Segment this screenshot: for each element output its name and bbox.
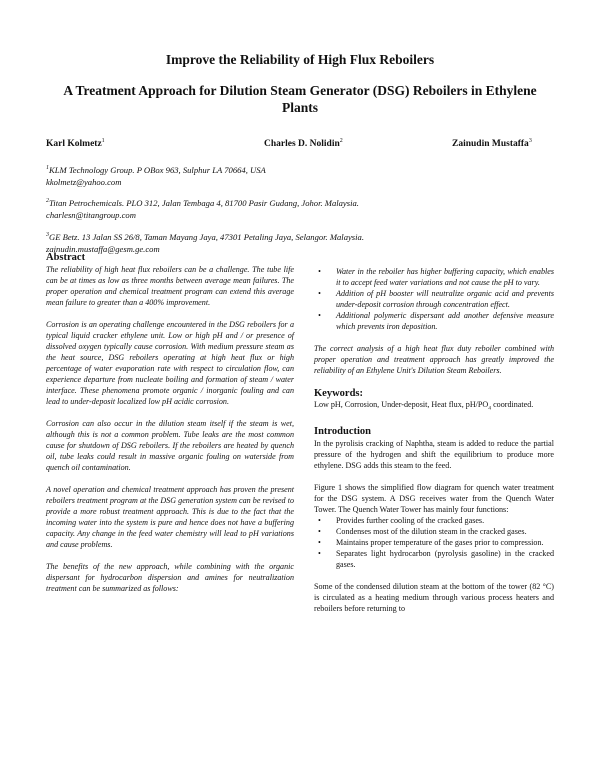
paper-subtitle: A Treatment Approach for Dilution Steam Generator (DSG) Reboilers in Ethylene Plants	[63, 83, 537, 115]
introduction-paragraph: Figure 1 shows the simplified flow diagram for quench water treatment for the DSG system. A DSG receives water from the Quench Water Tower. The Quench Water Tower has mainly four functions:	[314, 482, 554, 514]
bullet-icon: •	[318, 311, 321, 320]
abstract-paragraph: Corrosion can also occur in the dilution steam itself if the steam is wet, although this is not a common problem. Tube leaks are the most common cause for shutdown of DSG reboilers. If the reboilers are heated by quench oil, tube leaks could result in massive organic fouling on waterside from quench oil contamination.	[46, 419, 294, 472]
conclusion-paragraph: The correct analysis of a high heat flux duty reboiler combined with proper operation and treatment approach has greatly improved the reliability of an Ethylene Unit's Dilution Steam Reboilers.	[314, 344, 554, 375]
bullet-icon: •	[318, 289, 321, 298]
list-item: • Additional polymeric dispersant add another defensive measure which prevents iron deposition.	[318, 311, 554, 331]
bullet-icon: •	[318, 537, 321, 547]
abstract-heading: Abstract	[46, 252, 86, 263]
affiliation-2: $^2$Titan Petrochemicals. PLO 312, Jalan Tembaga 4, 81700 Pasir Gudang, Johor. Malaysia. charlesn@titangroup.com	[46, 197, 359, 220]
keywords-heading: Keywords:	[314, 388, 363, 399]
affiliation-3-email: zainudin.mustaffa@gesm.ge.com	[46, 243, 160, 254]
abstract-paragraph: Corrosion is an operating challenge encountered in the DSG reboilers for a typical liquid cracker ethylene unit. Low or high pH and / or presence of dissolved oxygen typically cause corrosion. With medium pressure steam as the heat source, DSG reboilers operating at high heat flux or high percentage of water evaporation rate with respect to circulation flow, can experience departure from nucleate boiling and formation of steam / water interface. These phenomena promote organic / inorganic fouling and can lead to under-deposit localized low pH acidic corrosion.	[46, 320, 294, 406]
benefits-list	[314, 266, 554, 332]
functions-list	[314, 515, 554, 570]
affiliation-1: $^1$KLM Technology Group. P OBox 963, Sulphur LA 70664, USA kkolmetz@yahoo.com	[46, 164, 266, 187]
introduction-heading: Introduction	[314, 425, 371, 437]
introduction-paragraph: Some of the condensed dilution steam at the bottom of the tower (82 °C) is circulated as a heating medium through various process heaters and reboilers before returning to	[314, 581, 554, 613]
bullet-icon: •	[318, 526, 321, 536]
bullet-icon: •	[318, 515, 321, 525]
list-item: • Water in the reboiler has higher buffering capacity, which enables it to accept feed water variations and not cause the pH to vary.	[318, 267, 554, 287]
author-3: Zainudin Mustaffa$^3$	[452, 138, 532, 150]
affiliation-3: $^3$GE Betz. 13 Jalan SS 26/8, Taman Mayang Jaya, 47301 Petaling Jaya, Selangor. Malaysia. zainudin.mustaffa@gesm.ge.com	[46, 231, 364, 254]
keywords-text: Low pH, Corrosion, Under-deposit, Heat flux, $pH/PO_4$ coordinated.	[314, 400, 534, 412]
list-item: • Provides further cooling of the cracked gases.	[318, 515, 485, 525]
abstract-paragraph: A novel operation and chemical treatment approach has proven the present reboilers treatment program at the DSG generation system can be revised to provide a more robust treatment approach. This is due to the fact that the incoming water into the system is pure and hence does not have a buffering capacity. Any change in the feed water chemistry will lead to pH variations and cause problems.	[46, 485, 294, 549]
introduction-paragraph: In the pyrolisis cracking of Naphtha, steam is added to reduce the partial pressure of the hydrogen and shift the equilibrium to produce more ethylene. DSG adds this steam to the feed.	[314, 438, 554, 470]
list-item: • Condenses most of the dilution steam in the cracked gases.	[318, 526, 527, 536]
author-2: Charles D. Nolidin$^2$	[264, 138, 343, 150]
list-item: • Addition of pH booster will neutralize organic acid and prevents under-deposit corrosion through concentration effect.	[318, 289, 554, 309]
abstract-paragraph: The reliability of high heat flux reboilers can be a challenge. The tube life can be at times as low as three months between average mean failures. The proper operation and chemical treatment program can extend this average mean failure to greater than a 400% improvement.	[46, 265, 294, 307]
abstract-paragraph: The benefits of the new approach, while combining with the organic dispersant for hydrocarbon dispersion and amines for neutralization treatment can be summarized as follows:	[46, 562, 294, 593]
left-column	[46, 252, 294, 594]
affiliation-1-email: kkolmetz@yahoo.com	[46, 176, 122, 187]
author-1: Karl Kolmetz$^1$	[46, 138, 105, 150]
list-item: • Separates light hydrocarbon (pyrolysis gasoline) in the cracked gases.	[318, 548, 554, 569]
bullet-icon: •	[318, 267, 321, 276]
list-item: • Maintains proper temperature of the gases prior to compression.	[318, 537, 544, 547]
bullet-icon: •	[318, 548, 321, 558]
right-column	[314, 266, 554, 614]
affiliation-2-email: charlesn@titangroup.com	[46, 209, 136, 220]
paper-title: Improve the Reliability of High Flux Reboilers	[165, 52, 435, 67]
